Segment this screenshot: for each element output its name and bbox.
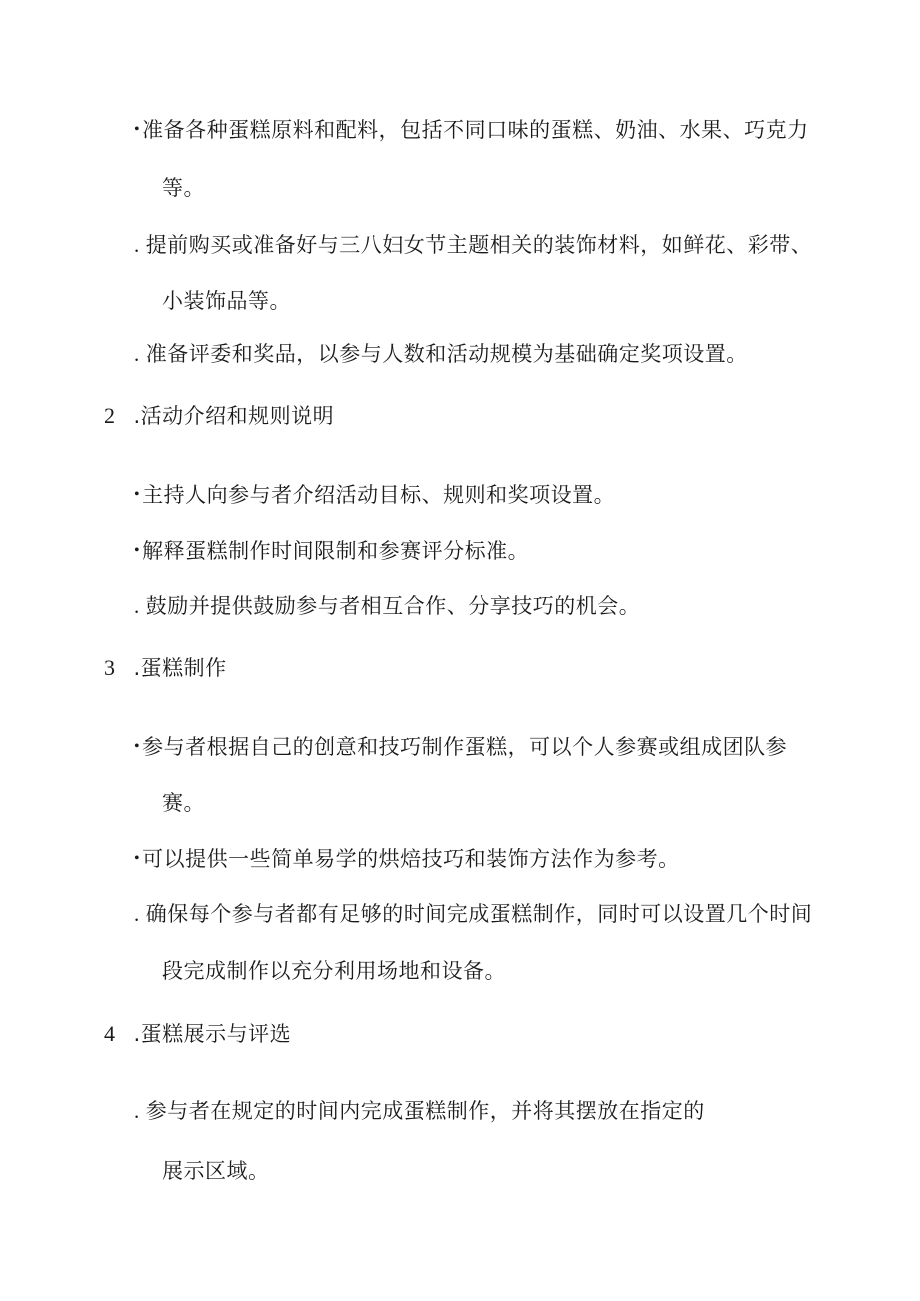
section-4-heading <box>104 1020 291 1048</box>
s3-item3-text: 确保每个参与者都有足够的时间完成蛋糕制作，同时可以设置几个时间 <box>145 902 813 926</box>
section-3-number: 3 <box>104 655 116 680</box>
s1-item1-line1 <box>134 116 809 144</box>
s1-item3-text: 准备评委和奖品，以参与人数和活动规模为基础确定奖项设置。 <box>145 342 748 366</box>
period-marker: . <box>134 233 140 257</box>
section-3-title: .蛋糕制作 <box>133 656 227 680</box>
section-2-number: 2 <box>104 403 116 428</box>
s1-item1-line2: 等。 <box>162 176 205 200</box>
s2-item1-line1 <box>134 481 615 509</box>
s1-item2-line2: 小装饰品等。 <box>162 289 291 313</box>
s1-item1-text: 准备各种蛋糕原料和配料，包括不同口味的蛋糕、奶油、水果、巧克力 <box>142 118 809 142</box>
bullet-marker: • <box>134 850 141 867</box>
bullet-marker: • <box>134 486 141 503</box>
s4-item1-text: 参与者在规定的时间内完成蛋糕制作，并将其摆放在指定的 <box>145 1099 705 1123</box>
period-marker: . <box>134 342 140 366</box>
s4-item1-line2: 展示区域。 <box>162 1159 270 1183</box>
section-3-heading <box>104 654 227 682</box>
s3-item1-text: 参与者根据自己的创意和技巧制作蛋糕，可以个人参赛或组成团队参 <box>142 735 788 759</box>
s3-item1-line2: 赛。 <box>162 791 205 815</box>
s3-item1-line1 <box>134 733 787 761</box>
s1-item2-line1 <box>134 231 812 259</box>
section-4-number: 4 <box>104 1021 116 1046</box>
s2-item2-line1 <box>134 537 529 565</box>
s1-item2-text: 提前购买或准备好与三八妇女节主题相关的装饰材料，如鲜花、彩带、 <box>145 233 813 257</box>
s3-item3-line2: 段完成制作以充分利用场地和设备。 <box>162 959 506 983</box>
s4-item1-line1 <box>134 1097 705 1125</box>
section-2-title: .活动介绍和规则说明 <box>133 404 335 428</box>
s3-item3-line1 <box>134 900 812 928</box>
bullet-marker: • <box>134 121 141 138</box>
bullet-marker: • <box>134 542 141 559</box>
s1-item3-line1 <box>134 340 748 368</box>
s3-item2-text: 可以提供一些简单易学的烘焙技巧和装饰方法作为参考。 <box>142 847 680 871</box>
period-marker: . <box>134 1099 140 1123</box>
s3-item2-line1 <box>134 845 680 873</box>
section-4-title: .蛋糕展示与评选 <box>133 1022 292 1046</box>
s2-item3-line1 <box>134 592 640 620</box>
period-marker: . <box>134 594 140 618</box>
bullet-marker: • <box>134 738 141 755</box>
s2-item2-text: 解释蛋糕制作时间限制和参赛评分标准。 <box>142 539 530 563</box>
period-marker: . <box>134 902 140 926</box>
section-2-heading <box>104 402 334 430</box>
s2-item3-text: 鼓励并提供鼓励参与者相互合作、分享技巧的机会。 <box>145 594 641 618</box>
s2-item1-text: 主持人向参与者介绍活动目标、规则和奖项设置。 <box>142 483 616 507</box>
